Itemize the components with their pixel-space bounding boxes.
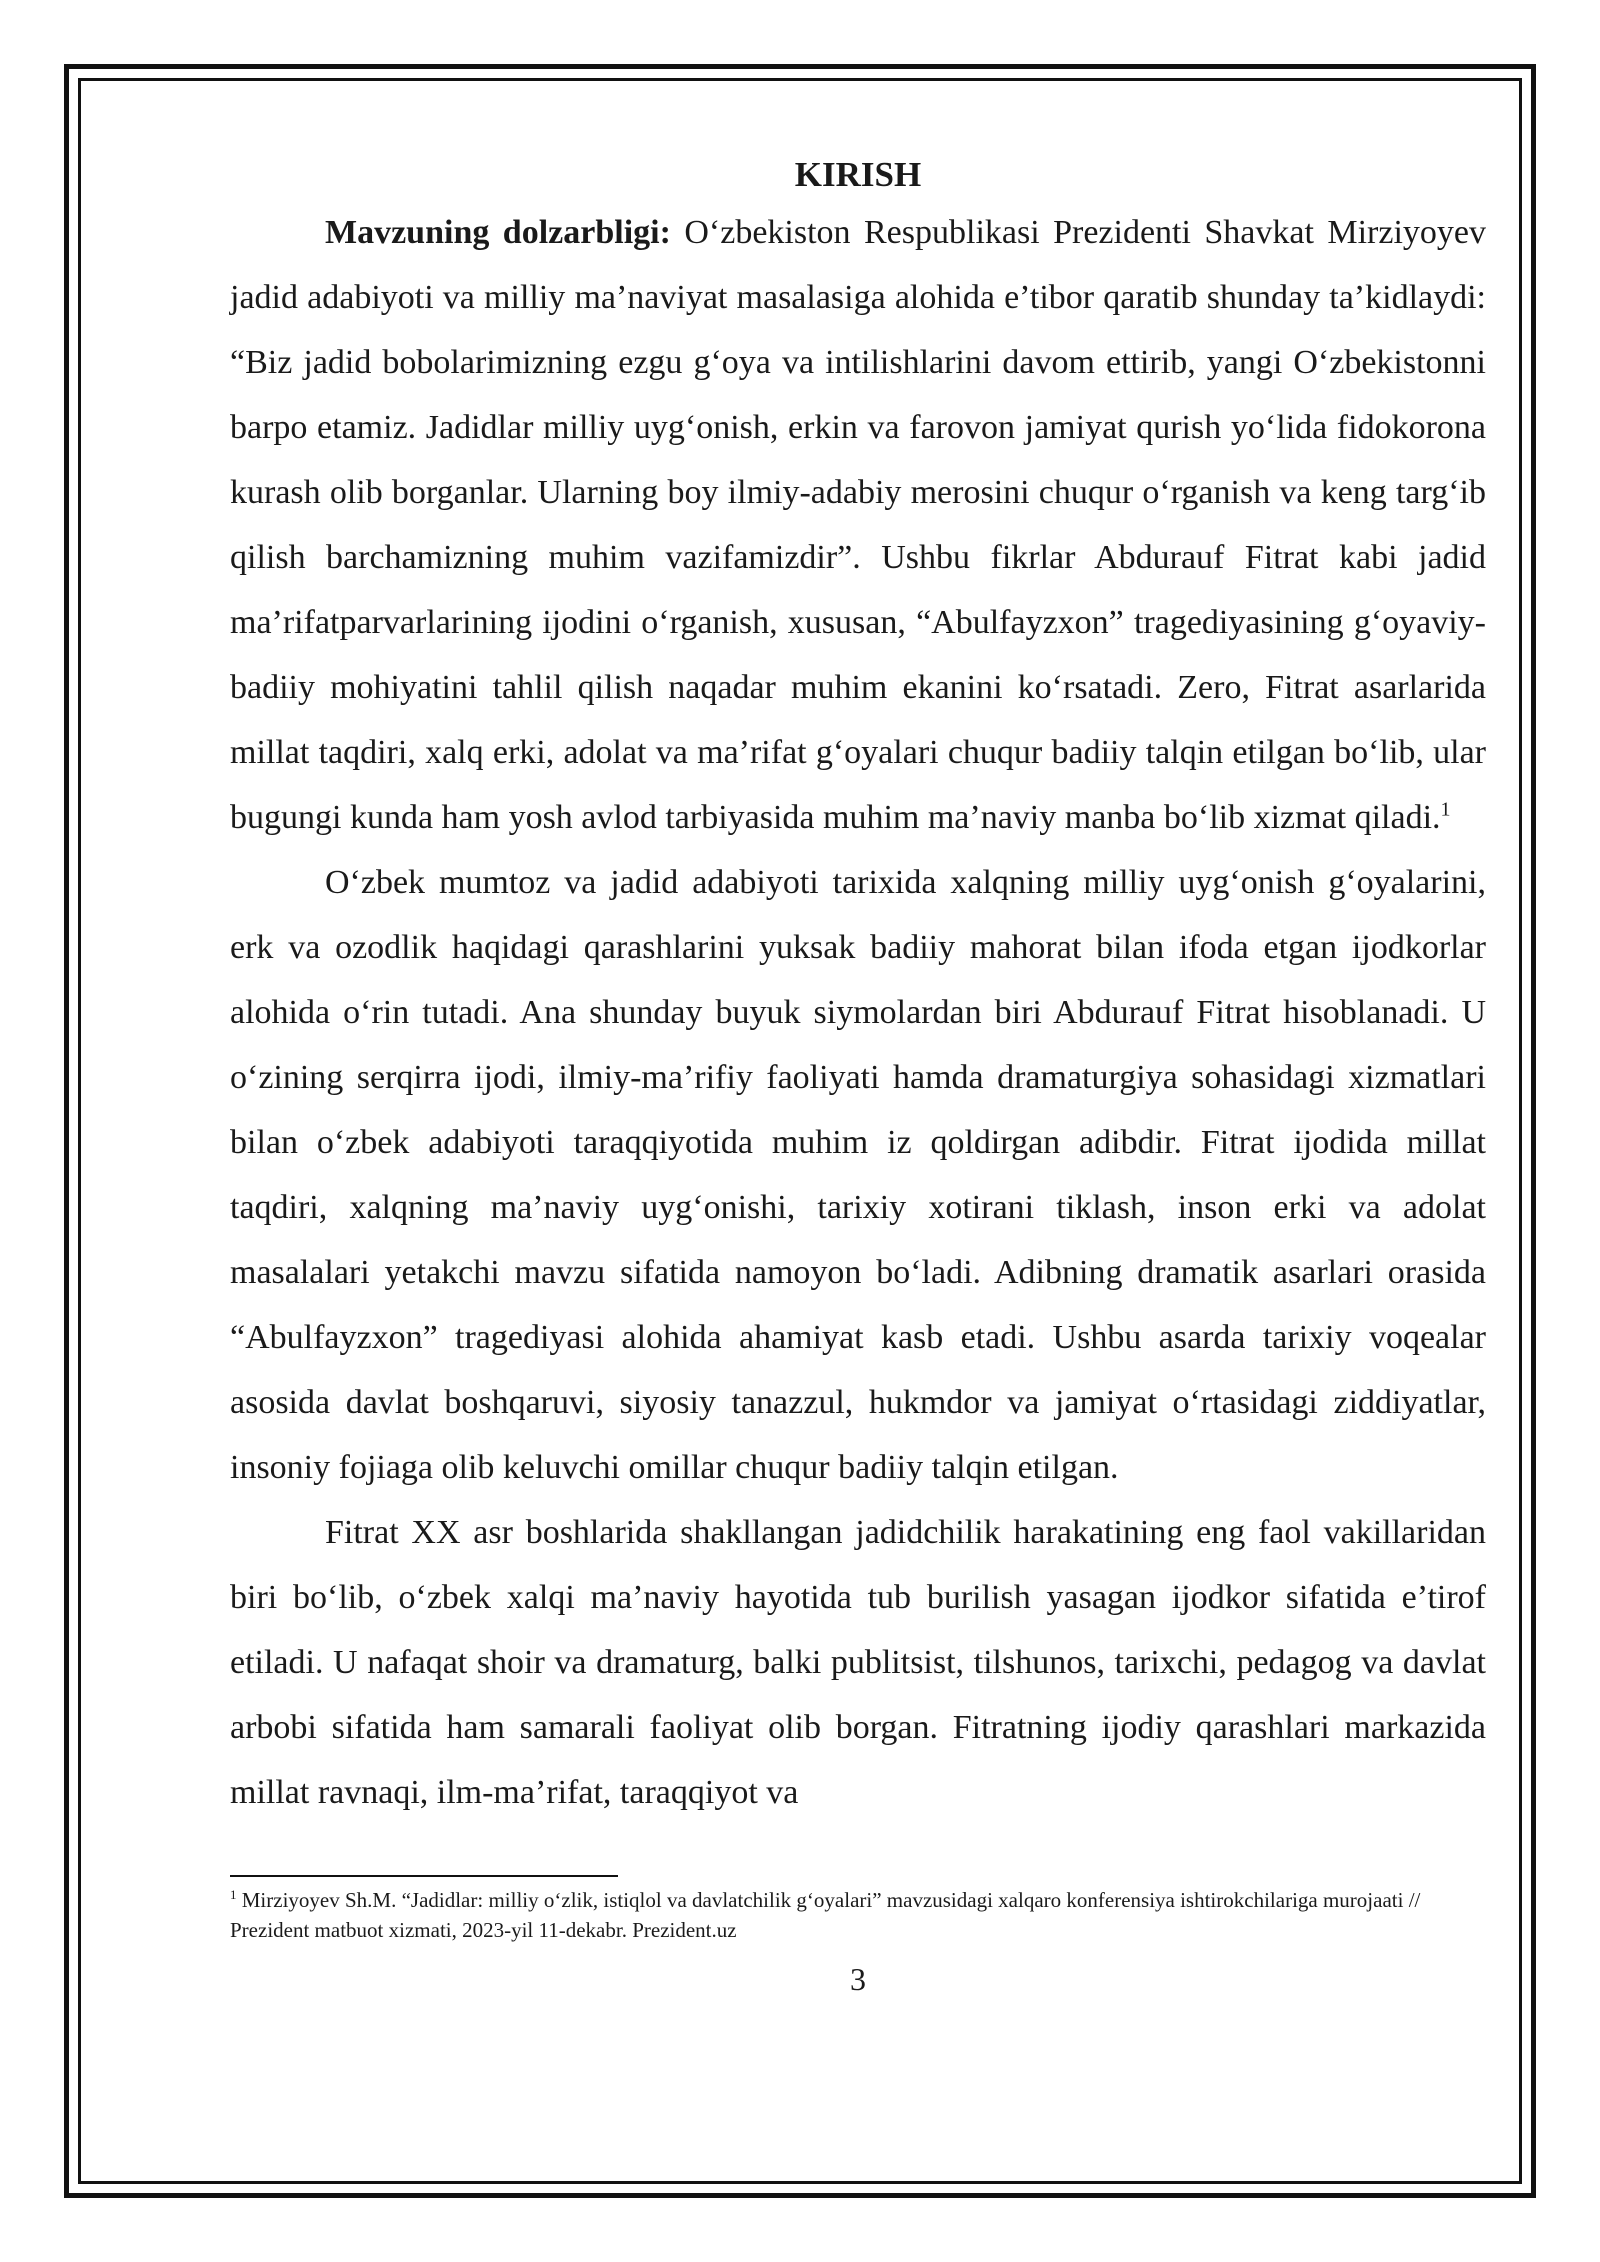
footnote-number: 1 xyxy=(230,1887,237,1902)
page-number: 3 xyxy=(850,1961,866,1997)
paragraph: Fitrat XX asr boshlarida shakllangan jadidchilik harakatining eng faol vakillaridan biri bo‘lib, o‘zbek xalqi ma’naviy hayotida tub burilish yasagan ijodkor sifatida e’tirof etiladi. U nafaqat shoir va dramaturg, balki publitsist, tilshunos, tarixchi, pedagog va davlat arbobi sifatida ham samarali faoliyat olib borgan. Fitratning ijodiy qarashlari markazida millat ravnaqi, ilm-ma’rifat, taraqqiyot va xyxy=(230,1514,1486,1811)
paragraph: O‘zbek mumtoz va jadid adabiyoti tarixida xalqning milliy uyg‘onish g‘oyalarini, erk va ozodlik haqidagi qarashlarini yuksak badiiy mahorat bilan ifoda etgan ijodkorlar alohida o‘rin tutadi. Ana shunday buyuk siymolardan biri Abdurauf Fitrat hisoblanadi. U o‘zining serqirra ijodi, ilmiy-ma’rifiy faoliyati hamda dramaturgiya sohasidagi xizmatlari bilan o‘zbek adabiyoti taraqqiyotida muhim iz qoldirgan adibdir. Fitrat ijodida millat taqdiri, xalqning ma’naviy uyg‘onishi, tarixiy xotirani tiklash, inson erki va adolat masalalari yetakchi mavzu sifatida namoyon bo‘ladi. Adibning dramatik asarlari orasida “Abulfayzxon” tragediyasi alohida ahamiyat kasb etadi. Ushbu asarda tarixiy voqealar asosida davlat boshqaruvi, siyosiy tanazzul, hukmdor va jamiyat o‘rtasidagi ziddiyatlar, insoniy fojiaga olib keluvchi omillar chuqur badiiy talqin etilgan. xyxy=(230,864,1486,1486)
footnote xyxy=(230,1885,1486,1945)
section-heading: KIRISH xyxy=(794,155,922,194)
page-content xyxy=(230,150,1486,1999)
footnote-separator xyxy=(230,1875,618,1877)
paragraph-relevance xyxy=(230,200,1486,850)
paragraph-lead: Mavzuning dolzarbligi: xyxy=(325,214,671,251)
footnote-reference[interactable]: 1 xyxy=(1440,798,1451,821)
paragraph-text: O‘zbekiston Respublikasi Prezidenti Shavkat Mirziyoyev jadid adabiyoti va milliy ma’naviyat masalasiga alohida e’tibor qaratib shunday ta’kidlaydi: “Biz jadid bobolarimizning ezgu g‘oya va intilishlarini davom ettirib, yangi O‘zbekistonni barpo etamiz. Jadidlar milliy uyg‘onish, erkin va farovon jamiyat qurish yo‘lida fidokorona kurash olib borganlar. Ularning boy ilmiy-adabiy merosini chuqur o‘rganish va keng targ‘ib qilish barchamizning muhim vazifamizdir”. Ushbu fikrlar Abdurauf Fitrat kabi jadid ma’rifatparvarlarining ijodini o‘rganish, xususan, “Abulfayzxon” tragediyasining g‘oyaviy-badiiy mohiyatini tahlil qilish naqadar muhim ekanini ko‘rsatadi. Zero, Fitrat asarlarida millat taqdiri, xalq erki, adolat va ma’rifat g‘oyalari chuqur badiiy talqin etilgan bo‘lib, ular bugungi kunda ham yosh avlod tarbiyasida muhim ma’naviy manba bo‘lib xizmat qiladi. xyxy=(230,214,1486,836)
footnote-text: Mirziyoyev Sh.M. “Jadidlar: milliy o‘zlik, istiqlol va davlatchilik g‘oyalari” mavzusidagi xalqaro konferensiya ishtirokchilariga murojaati // Prezident matbuot xizmati, 2023-yil 11-dekabr. Prezident.uz xyxy=(230,1888,1421,1942)
